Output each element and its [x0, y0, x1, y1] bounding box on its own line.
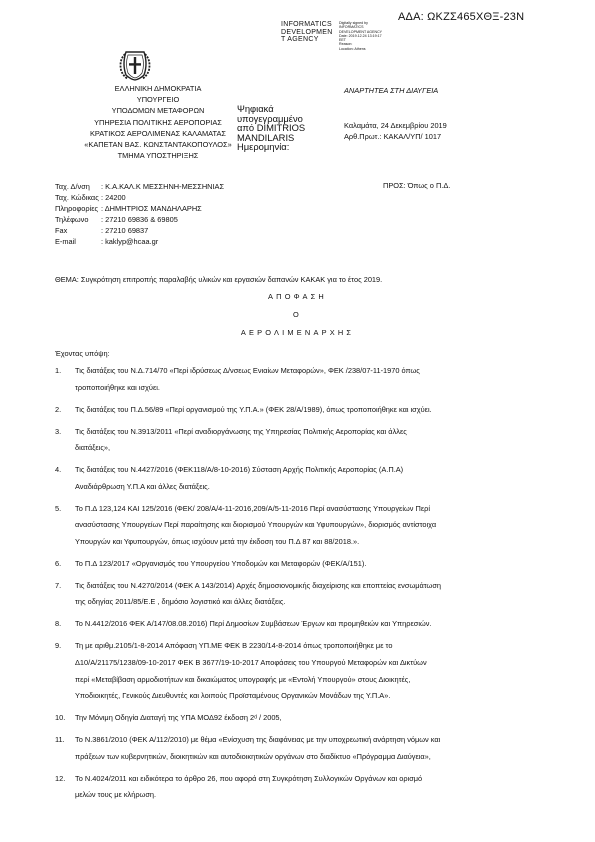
agency-line: INFORMATICS — [281, 21, 333, 28]
signature-detail-line: Reason: — [339, 42, 353, 47]
signature-line: Ημερομηνία: — [237, 141, 290, 153]
subject-line: ΘΕΜΑ: Συγκρότηση επιτροπής παραλαβής υλικών και εργασιών δαπανών ΚΑΚΑΚ για το έτος 2019. — [55, 275, 383, 284]
item-text: Το Ν.4024/2011 και ειδικότερα το άρθρο 26, που αφορά στη Συγκρότηση Συλλογικών Οργάνων και ορισμό — [75, 773, 423, 783]
list-item — [55, 501, 549, 551]
contact-value: : ΔΗΜΗΤΡΙΟΣ ΜΑΝΔΗΛΑΡΗΣ — [101, 204, 202, 214]
list-item — [55, 616, 549, 633]
item-text: τροποποιήθηκε και ισχύει. — [75, 382, 160, 392]
item-text: Το Π.Δ 123/2017 «Οργανισμός του Υπουργείου Υποδομών και Μεταφορών (ΦΕΚ/Α/151). — [75, 558, 367, 568]
item-text: μελών τους με κλήρωση. — [75, 790, 157, 800]
item-text: Δ10/Α/21175/1238/09-10-2017 ΦΕΚ Β 3677/19-10-2017 Αποφάσεις του Υπουργού Μεταφορών και Δικτύων — [75, 658, 427, 668]
signature-line: από DIMITRIOS — [237, 122, 306, 134]
item-number: 2. — [55, 404, 62, 414]
greek-coat-of-arms-icon — [116, 46, 154, 82]
list-item — [55, 710, 549, 727]
item-text: Τις διατάξεις του Ν.4270/2014 (ΦΕΚ Α 143/2014) Αρχές δημοσιονομικής διαχείρισης και εποπτείας ενσωμάτωση — [75, 580, 441, 590]
list-item — [55, 771, 549, 804]
item-text: Την Μόνιμη Οδηγία Διαταγή της ΥΠΑ ΜΟΔ92 έκδοση 2ᵈ / 2005, — [75, 713, 282, 723]
contact-label: Ταχ. Κώδικας — [55, 193, 99, 203]
decision-article: Ο — [293, 310, 302, 319]
contact-row — [55, 225, 224, 236]
contact-row — [55, 203, 224, 214]
contact-details — [55, 181, 224, 248]
list-item — [55, 578, 549, 611]
item-text: περί «Μεταβίβαση αρμοδιοτήτων και δικαιώματος υπογραφής με «Εντολή Υπουργού» στους Διοικητές, — [75, 674, 411, 684]
signature-line: υπογεγραμμένο — [237, 112, 303, 124]
contact-label: Ταχ. Δ/νση — [55, 182, 90, 191]
post-to-diavgeia-note: ΑΝΑΡΤΗΤΕΑ ΣΤΗ ΔΙΑΥΓΕΙΑ — [344, 86, 439, 95]
protocol-number: Αρθ.Πρωτ.: ΚΑΚΑΛ/ΥΠ/ 1017 — [344, 132, 442, 142]
item-text: διατάξεις», — [75, 443, 111, 453]
contact-label: Fax — [55, 226, 68, 236]
item-text: ανασύστασης Υπουργείων Περί παραίτησης και διορισμού Υπουργών και Υφυπουργών», διορισμός αντίστοιχα — [75, 520, 437, 530]
signature-detail-line: EET — [339, 38, 346, 43]
document-meta — [344, 85, 447, 143]
list-item — [55, 638, 549, 704]
list-item — [55, 363, 549, 396]
item-text: Υπουργών και Υφυπουργών, όπως ισχύουν μετά την έκδοση του Π.Δ 87 και 88/2018.». — [75, 536, 360, 546]
list-item — [55, 462, 549, 495]
contact-label: Πληροφορίες — [55, 204, 99, 214]
contact-value: : 27210 69837 — [101, 226, 149, 236]
signature-line: MANDILARIS — [237, 131, 295, 143]
contact-row — [55, 236, 224, 247]
issuer-line: «ΚΑΠΕΤΑΝ ΒΑΣ. ΚΩΝΣΤΑΝΤΑΚΟΠΟΥΛΟΣ» — [84, 140, 232, 150]
contact-value: : Κ.Α.ΚΑΛ.Κ ΜΕΣΣΗΝΗ-ΜΕΣΣΗΝΙΑΣ — [101, 182, 225, 191]
item-text: της οδηγίας 2011/85/Ε.Ε , δημόσιο λογιστικό και άλλες διατάξεις. — [75, 597, 286, 607]
signature-detail-line: INFORMATICS — [339, 25, 364, 30]
issuer-line: ΕΛΛΗΝΙΚΗ ΔΗΜΟΚΡΑΤΙΑ — [114, 84, 202, 93]
item-number: 1. — [55, 366, 62, 375]
list-item — [55, 424, 549, 457]
contact-label: E-mail — [55, 237, 76, 247]
item-text: Τη με αριθμ.2105/1-8-2014 Απόφαση ΥΠ.ΜΕ ΦΕΚ Β 2230/14-8-2014 όπως τροποποιήθηκε με το — [75, 641, 393, 651]
signature-line: Ψηφιακά — [237, 103, 274, 114]
signature-detail-line: Digitally signed by — [339, 21, 368, 25]
decision-heading: ΑΠΟΦΑΣΗ — [268, 292, 327, 301]
item-text: πράξεων των κυβερνητικών, διοικητικών και αυτοδιοικητικών οργάνων στο διαδίκτυο «Πρόγραμμα Διαύγεια», — [75, 751, 431, 761]
issuer-line: ΤΜΗΜΑ ΥΠΟΣΤΗΡΙΞΗΣ — [117, 151, 199, 161]
item-number: 5. — [55, 503, 62, 513]
contact-label: Τηλέφωνο — [55, 215, 89, 225]
item-text: Τις διατάξεις του Ν.4427/2016 (ΦΕΚ118/Α/8-10-2016) Σύσταση Αρχής Πολιτικής Αεροπορίας (Α.Π.Α) — [75, 465, 404, 475]
item-number: 4. — [55, 465, 62, 475]
contact-value: : 24200 — [101, 193, 126, 203]
item-text: Τις διατάξεις του Ν.3913/2011 «Περί αναδιοργάνωσης της Υπηρεσίας Πολιτικής Αεροπορίας και άλλες — [75, 426, 407, 436]
legal-basis-list — [55, 363, 549, 809]
item-number: 3. — [55, 426, 62, 436]
digital-signature-stamp — [237, 104, 305, 152]
signature-detail-line: DEVELOPMENT AGENCY — [339, 29, 383, 34]
contact-row — [55, 214, 224, 225]
item-text: Το Ν.4412/2016 ΦΕΚ Α/147/08.08.2016) Περί Δημοσίων Συμβάσεων Έργων και προμηθειών και Υπηρεσιών. — [75, 619, 432, 629]
item-text: Τις διατάξεις του Ν.Δ.714/70 «Περί ιδρύσεως Δ/νσεως Ενιαίων Μεταφορών», ΦΕΚ /238/07-11-1970 όπως — [75, 366, 420, 375]
ada-code: ΑΔΑ: ΩΚΖΣ465ΧΘΞ-23Ν — [398, 11, 525, 23]
issuer-line: ΚΡΑΤΙΚΟΣ ΑΕΡΟΛΙΜΕΝΑΣ ΚΑΛΑΜΑΤΑΣ — [89, 128, 226, 138]
list-item — [55, 732, 549, 765]
issuer-line: ΥΠΗΡΕΣΙΑ ΠΟΛΙΤΙΚΗΣ ΑΕΡΟΠΟΡΙΑΣ — [94, 117, 222, 127]
item-text: Αναδιάρθρωση Υ.Π.Α και άλλες διατάξεις. — [75, 481, 210, 491]
contact-row — [55, 192, 224, 203]
issuer-line: ΥΠΟΔΟΜΩΝ ΜΕΤΑΦΟΡΩΝ — [111, 106, 205, 116]
list-item — [55, 402, 549, 419]
signature-detail-line: Date: 2019.12.24 13:19:17 — [339, 33, 382, 38]
agency-line: DEVELOPMEN — [281, 28, 333, 36]
item-number: 8. — [55, 619, 62, 629]
item-number: 6. — [55, 558, 62, 568]
item-text: Υποδιοικητές, Γενικούς Διευθυντές και λοιπούς Προϊσταμένους Οργανικών Μονάδων της Υ.Π.Α». — [75, 691, 391, 701]
item-text: Τις διατάξεις του Π.Δ.56/89 «Περί οργανισμού της Υ.Π.Α.» (ΦΕΚ 28/Α/1989), όπως τροποποιήθηκε και ισχύει. — [75, 404, 432, 414]
decision-authority: ΑΕΡΟΛΙΜΕΝΑΡΧΗΣ — [240, 328, 355, 337]
item-number: 12. — [55, 773, 66, 783]
item-text: Το Π.Δ 123,124 ΚΑΙ 125/2016 (ΦΕΚ/ 208/Α/4-11-2016,209/Α/5-11-2016 Περί ανασύστασης Υπουργείων Περί — [75, 503, 430, 513]
document-date: Καλαμάτα, 24 Δεκεμβρίου 2019 — [344, 121, 447, 131]
list-item — [55, 556, 549, 573]
digital-signature-agency — [281, 21, 333, 44]
item-number: 9. — [55, 641, 62, 651]
contact-value[interactable]: : kaklyp@hcaa.gr — [101, 237, 159, 247]
signature-detail-line: Location: Athens — [339, 46, 366, 51]
having-in-mind: Έχοντας υπόψη: — [55, 349, 110, 358]
contact-row — [55, 181, 224, 192]
agency-line: T AGENCY — [281, 36, 319, 44]
item-number: 11. — [55, 735, 65, 745]
digital-signature-details — [339, 21, 382, 51]
issuer-line: ΥΠΟΥΡΓΕΙΟ — [136, 95, 180, 105]
recipient: ΠΡΟΣ: Όπως ο Π.Δ. — [383, 181, 451, 190]
contact-value: : 27210 69836 & 69805 — [101, 215, 178, 225]
item-text: Το Ν.3861/2010 (ΦΕΚ Α/112/2010) με θέμα «Ενίσχυση της διαφάνειας με την υποχρεωτική ανάρτηση νόμων και — [75, 735, 441, 745]
item-number: 7. — [55, 580, 62, 590]
item-number: 10. — [55, 713, 66, 723]
